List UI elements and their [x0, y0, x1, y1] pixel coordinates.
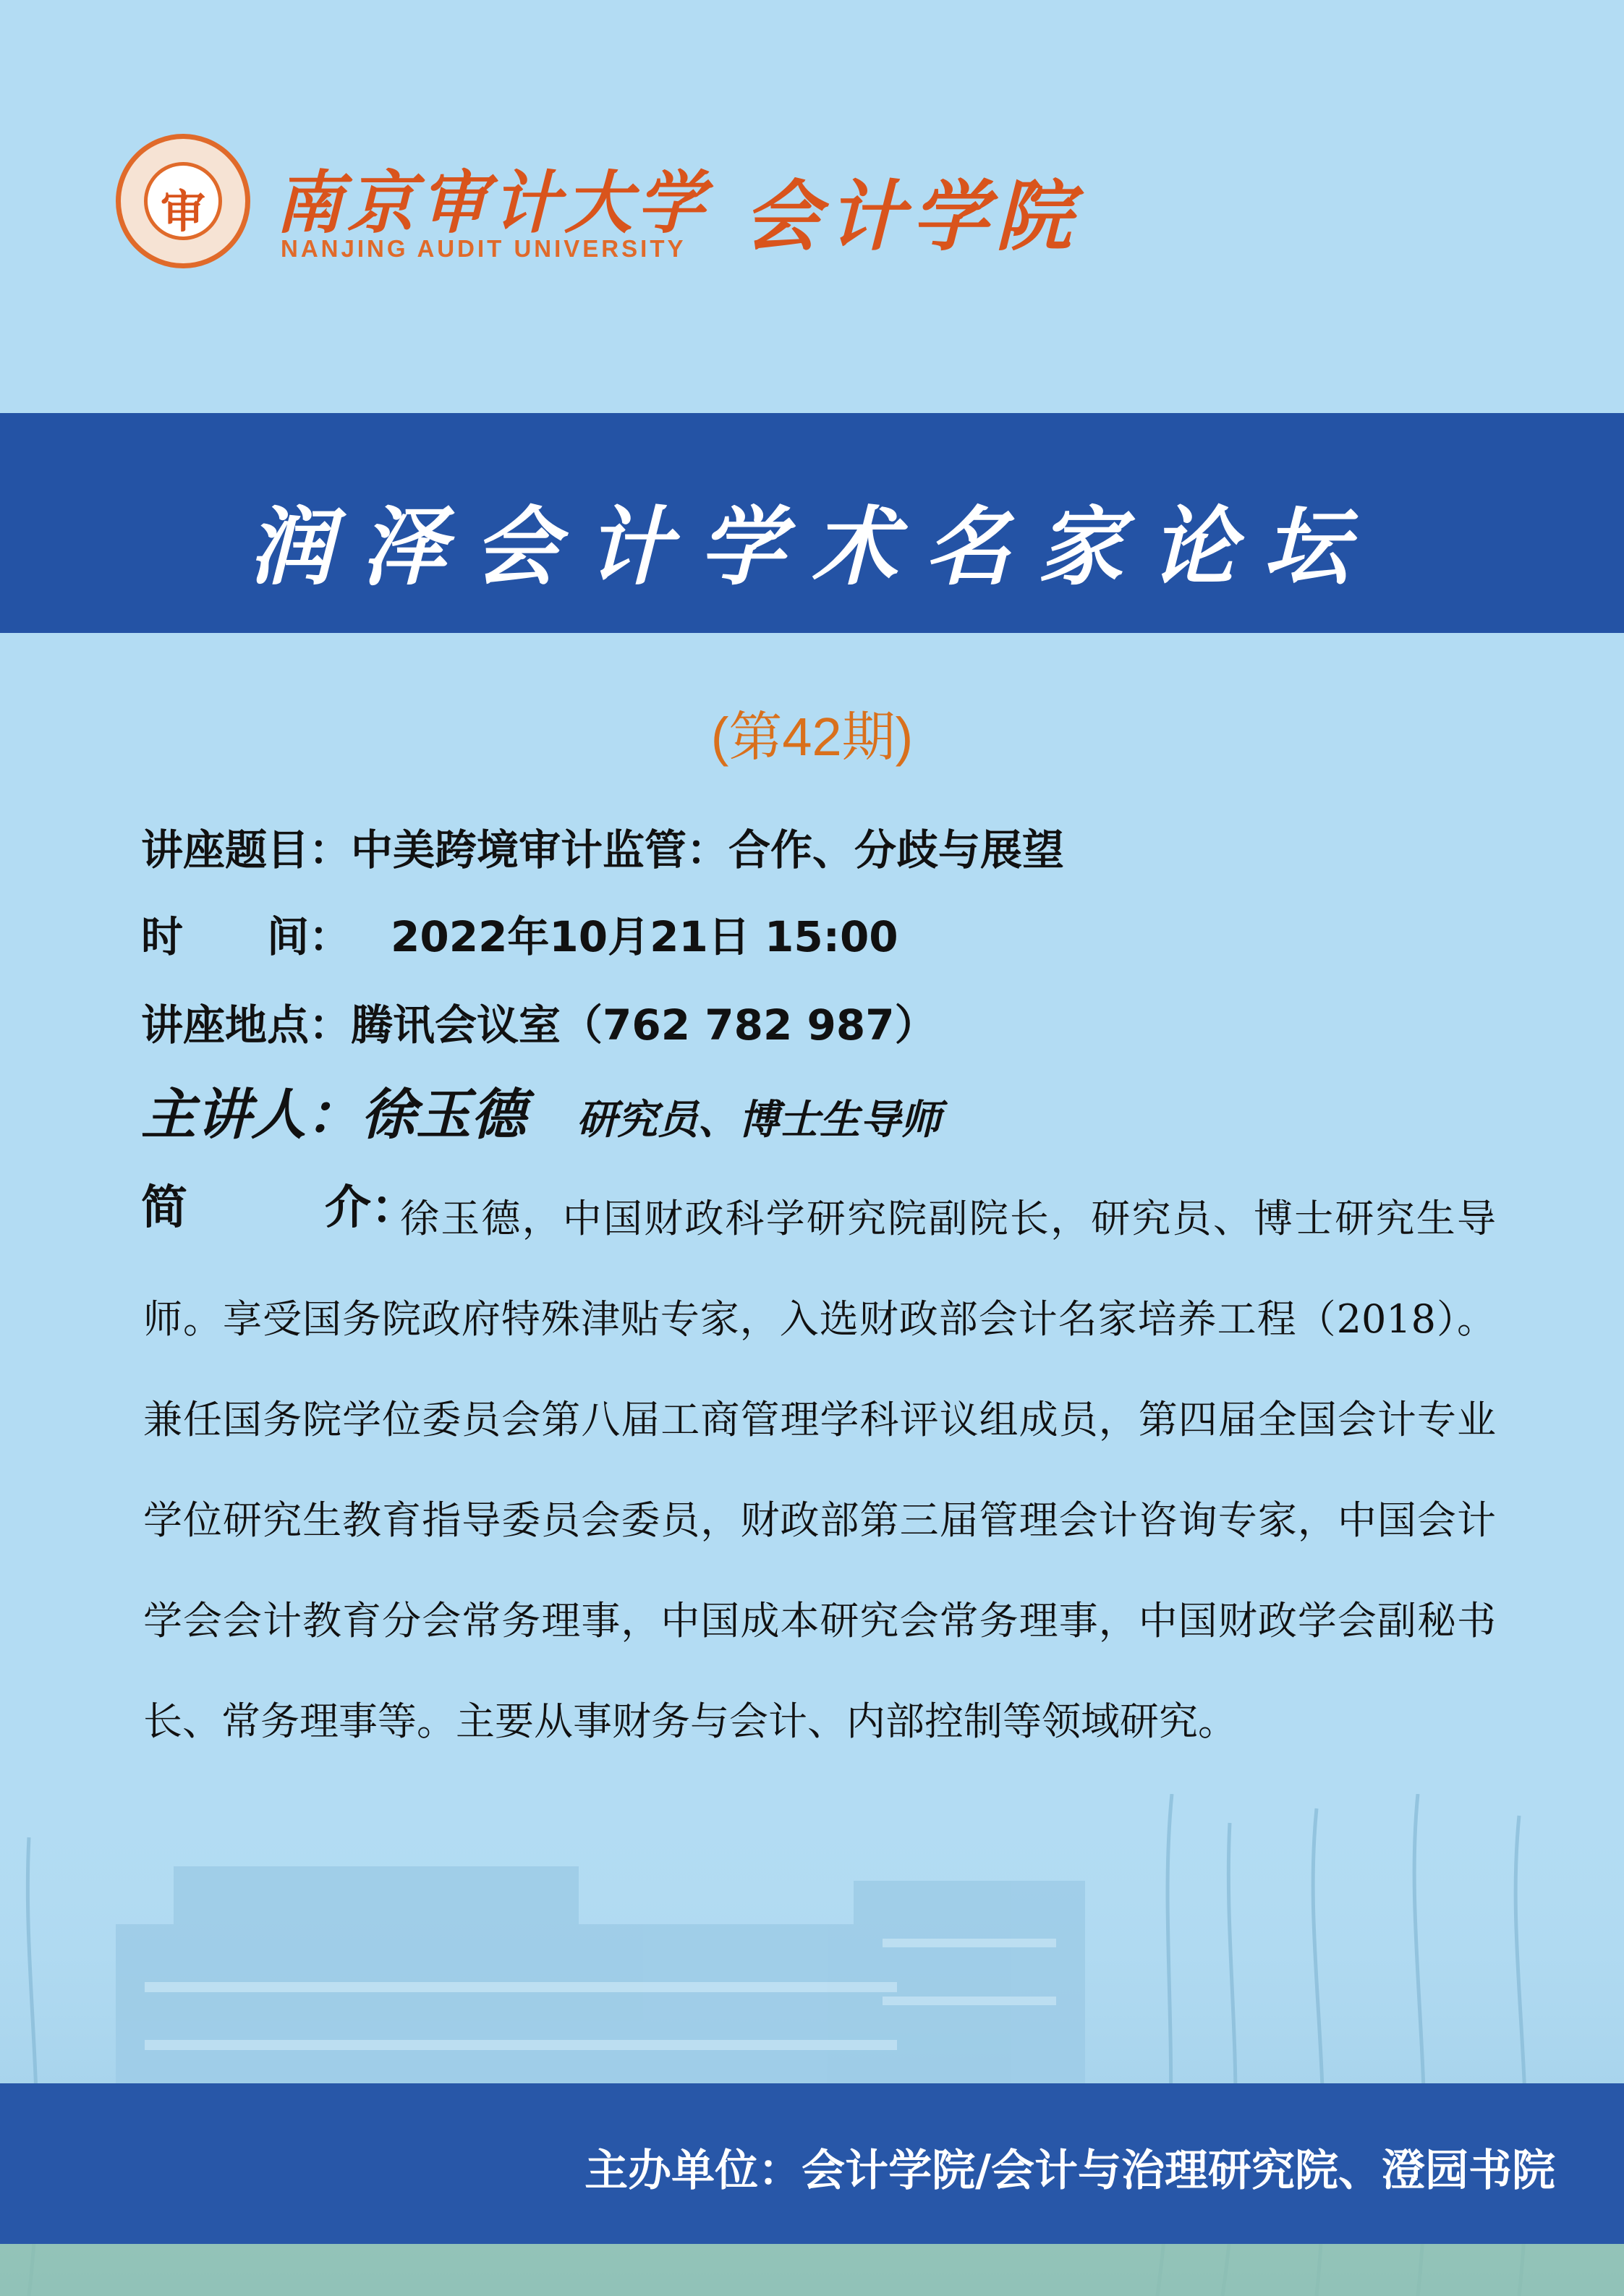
lecture-time-label: 时 间： — [141, 912, 352, 961]
bio-label-part-a: 简 — [141, 1181, 187, 1235]
lecture-venue-value: 腾讯会议室（762 782 987） — [351, 1000, 937, 1050]
lecture-venue-row — [141, 991, 937, 1052]
issue-number: (第42期) — [710, 707, 914, 767]
university-seal-logo — [116, 134, 250, 268]
speaker-title: 研究员、博士生导师 — [577, 1096, 941, 1144]
lecture-topic-label: 讲座题目： — [141, 825, 352, 875]
university-name-english: NANJING AUDIT UNIVERSITY — [281, 235, 686, 262]
bio-label-part-b: 介： — [325, 1181, 417, 1235]
lecture-topic-value: 中美跨境审计监管：合作、分歧与展望 — [351, 825, 1065, 875]
speaker-biography: 徐玉德，中国财政科学研究院副院长，研究员、博士研究生导师。享受国务院政府特殊津贴专家，入选财政部会计名家培养工程（2018）。兼任国务院学位委员会第八届工商管理学科评议组成员，第四届全国会计专业学位研究生教育指导委员会委员，财政部第三届管理会计咨询专家，中国会计学会会计教育分会常务理事，中国成本研究会常务理事，中国财政学会副秘书长、常务理事等。主要从事财务与会计、内部控制等领域研究。 — [143, 1196, 1496, 1744]
school-name: 会计学院 — [744, 171, 1079, 261]
university-name-chinese: 南京审计大学 — [275, 163, 710, 243]
forum-title-band — [0, 413, 1624, 633]
lecture-venue-label: 讲座地点： — [141, 1000, 352, 1050]
header — [116, 134, 1490, 279]
forum-title: 润泽会计学术名家论坛 — [247, 496, 1377, 597]
speaker-label: 主讲人： — [141, 1082, 361, 1147]
lecture-topic-row — [141, 816, 1064, 877]
seal-inner-ring — [144, 162, 222, 240]
lecture-time-value: 2022年10月21日 15:00 — [391, 912, 898, 961]
footer-band — [0, 2083, 1624, 2244]
seal-glyph: 审 — [160, 185, 205, 238]
organizer: 主办单位：会计学院/会计与治理研究院、澄园书院 — [584, 2146, 1555, 2196]
lecture-time-row — [141, 903, 898, 964]
speaker-name: 徐玉德 — [361, 1082, 526, 1147]
speaker-row — [141, 1071, 941, 1149]
